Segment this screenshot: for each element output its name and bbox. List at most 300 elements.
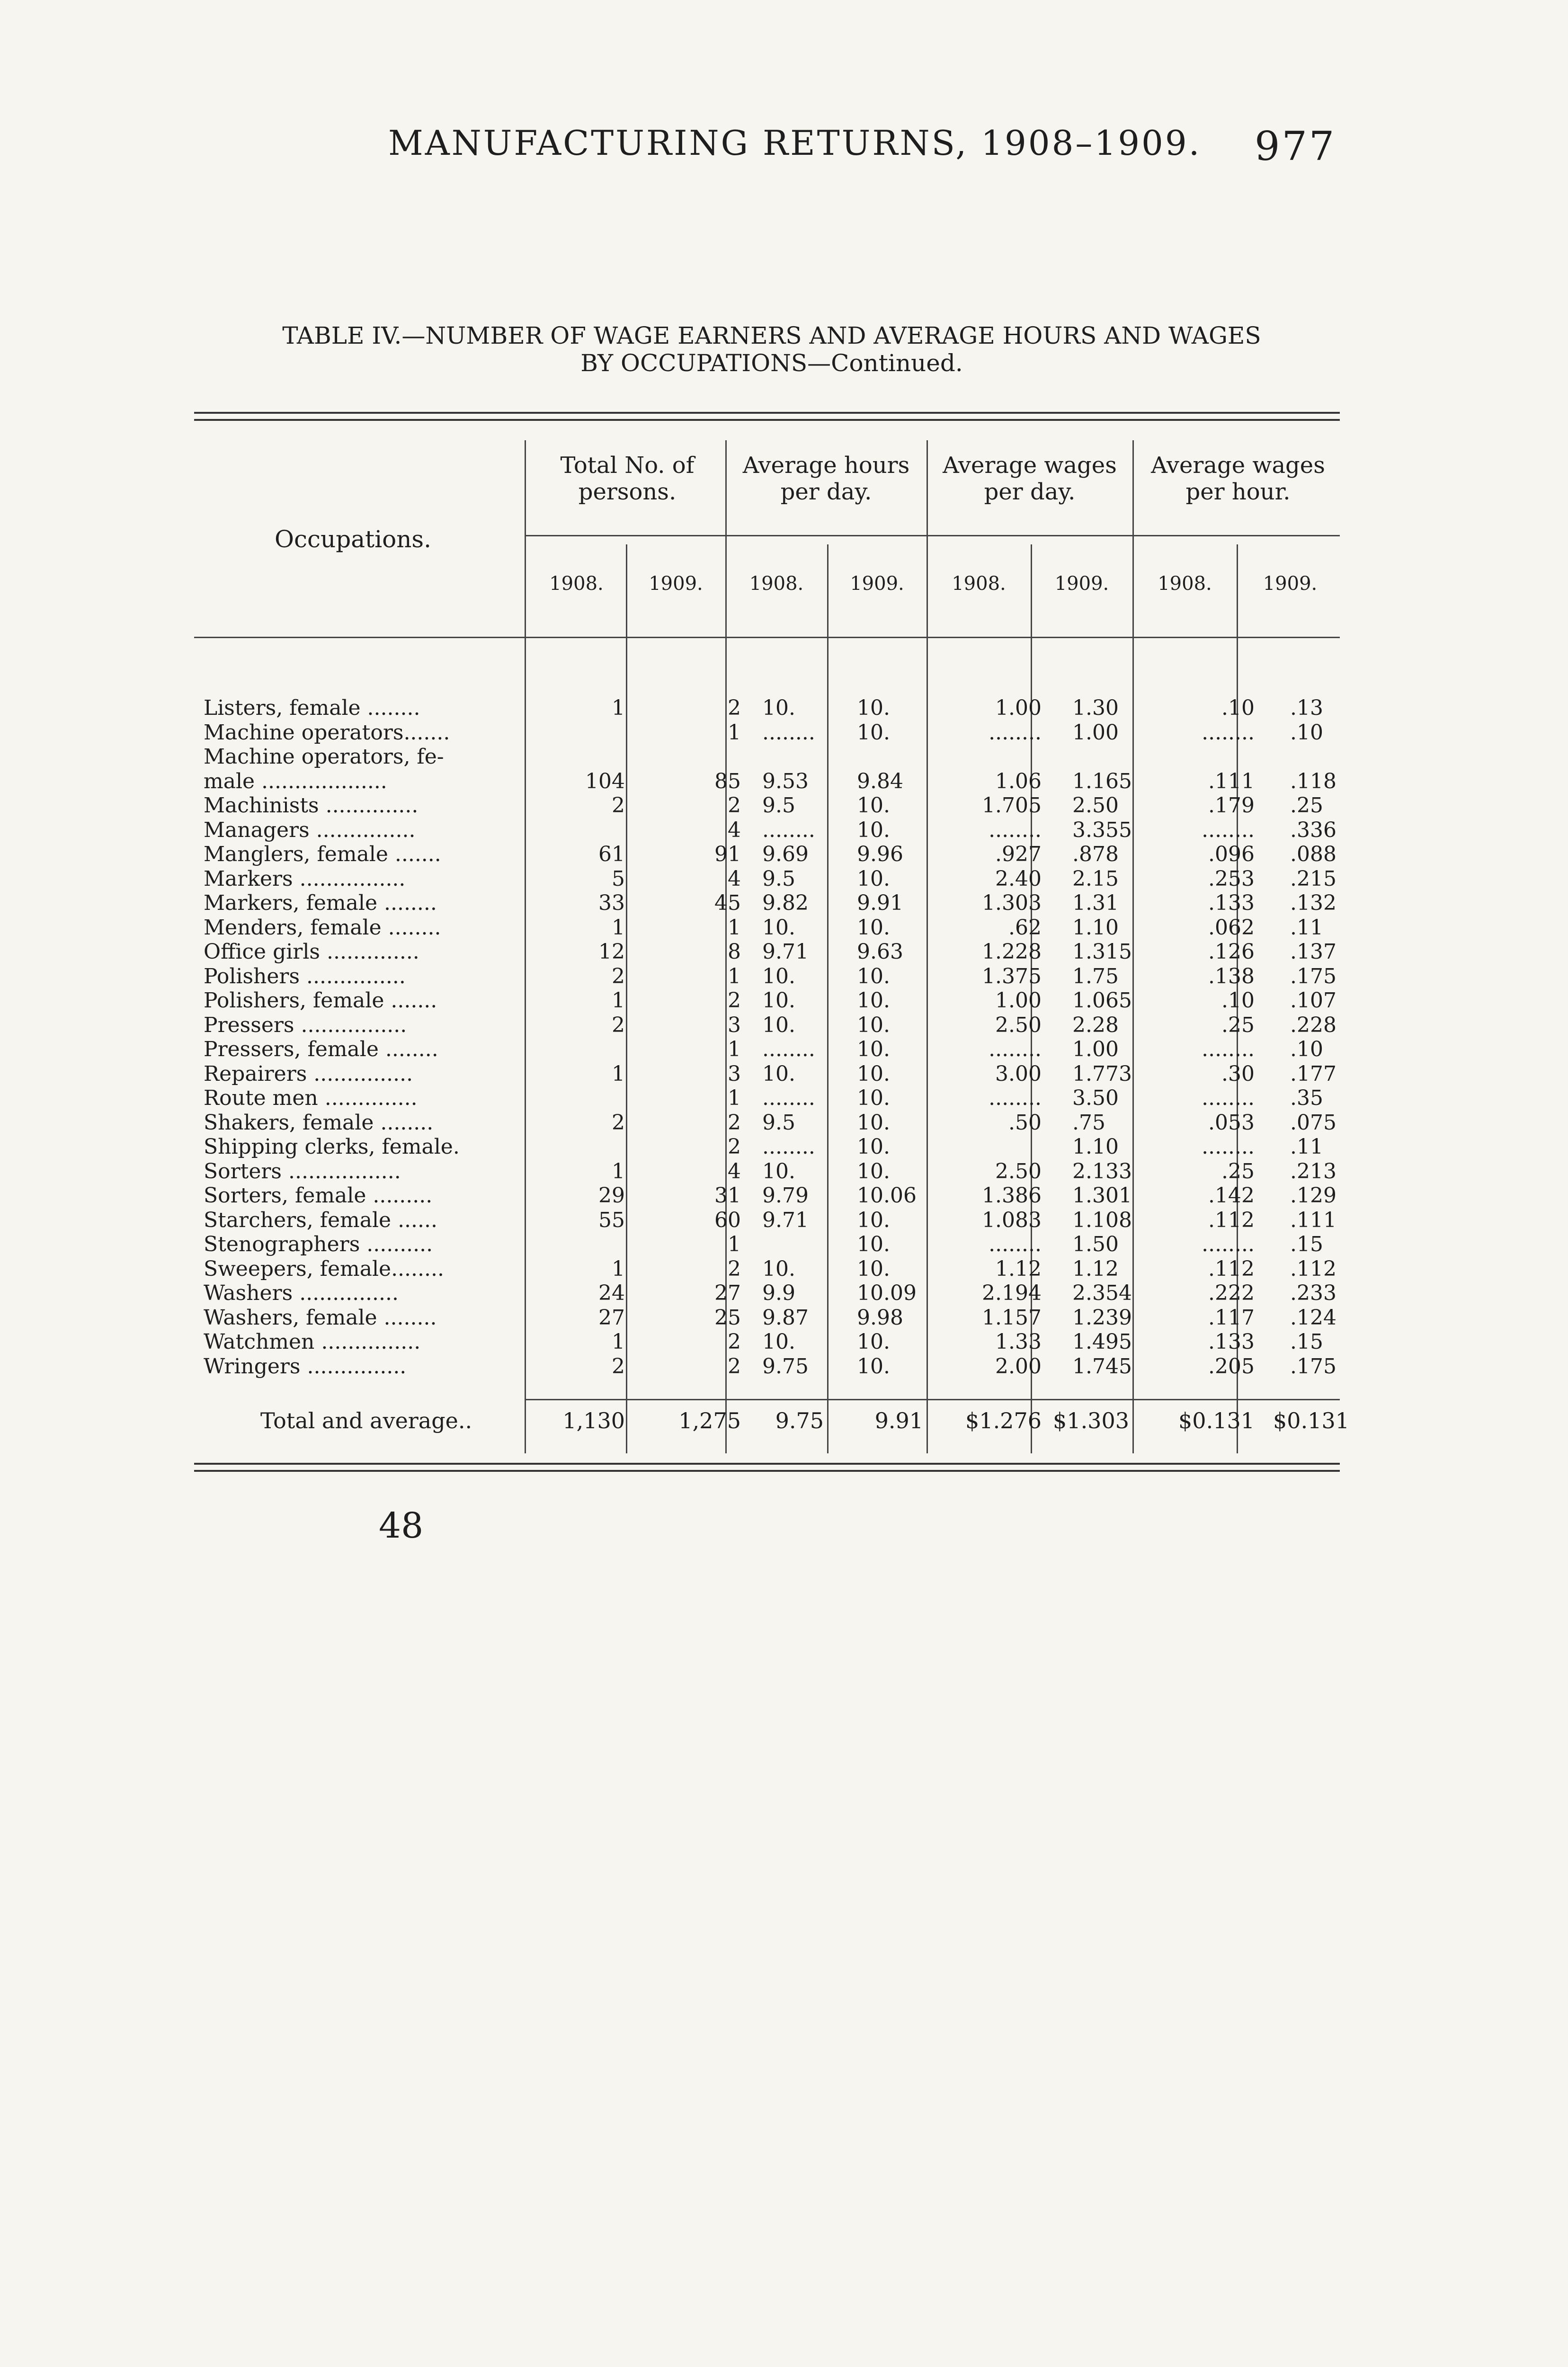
value-cell-p08: 29 [598, 1184, 625, 1208]
value-cell-d08: 1.00 [995, 696, 1042, 720]
value-cell-d09: 3.355 [1072, 818, 1132, 842]
value-cell-r08: .10 [1221, 988, 1255, 1013]
value-cell-p09: 85 [714, 769, 741, 793]
value-cell-d08: 2.194 [982, 1281, 1042, 1305]
occupation-cell: Listers, female ........ [204, 696, 420, 720]
running-title: MANUFACTURING RETURNS, 1908–1909. [388, 123, 1202, 163]
value-cell-p09: 25 [714, 1305, 741, 1330]
value-cell-h08: ........ [762, 818, 815, 842]
table-row [0, 1281, 1568, 1306]
value-cell-d09: 1.239 [1072, 1305, 1132, 1330]
value-cell-p08: 55 [598, 1208, 625, 1232]
table-row [0, 696, 1568, 721]
year-header: 1908. [952, 573, 1006, 595]
value-cell-d08: 2.00 [995, 1354, 1042, 1379]
value-cell-h09: 10. [857, 964, 890, 988]
value-cell-d08: 1.228 [982, 940, 1042, 964]
value-cell-p08: 2 [612, 1013, 625, 1037]
value-cell-r08: .112 [1208, 1256, 1255, 1281]
value-cell-h08: ........ [762, 720, 815, 745]
value-cell-d09: 1.00 [1072, 720, 1119, 745]
value-cell-r08: .30 [1221, 1061, 1255, 1086]
value-cell-p09: 2 [728, 1256, 741, 1281]
table-row [0, 1037, 1568, 1062]
value-cell-h08: 9.5 [762, 793, 795, 818]
value-cell-r09: .177 [1290, 1061, 1336, 1086]
table-row [0, 818, 1568, 843]
value-cell-d08: 1.33 [995, 1330, 1042, 1354]
value-cell-d08: .62 [1008, 915, 1042, 940]
top-rule-1 [194, 412, 1340, 414]
bottom-rule-2 [194, 1470, 1340, 1472]
total-wage-hour-1908: $0.131 [1178, 1408, 1255, 1433]
page-number: 977 [1255, 123, 1336, 169]
value-cell-h08: 10. [762, 1256, 795, 1281]
value-cell-h08: 10. [762, 988, 795, 1013]
value-cell-r09: .213 [1290, 1159, 1336, 1184]
value-cell-r08: .112 [1208, 1208, 1255, 1232]
value-cell-h08: 9.9 [762, 1281, 795, 1305]
value-cell-p08: 33 [598, 891, 625, 915]
occupation-cell: Washers ............... [204, 1281, 399, 1305]
total-top-rule [525, 1399, 1340, 1400]
page-marker: 48 [379, 1505, 424, 1546]
value-cell-r08: .111 [1208, 769, 1255, 793]
value-cell-p08: 2 [612, 793, 625, 818]
total-wage-day-1908: $1.276 [965, 1408, 1042, 1433]
value-cell-d09: 1.50 [1072, 1232, 1119, 1256]
occupation-cell: Markers ................ [204, 866, 406, 891]
value-cell-d09: 1.12 [1072, 1256, 1119, 1281]
total-hours-1908: 9.75 [775, 1408, 824, 1433]
value-cell-p09: 4 [728, 866, 741, 891]
value-cell-r08: .205 [1208, 1354, 1255, 1379]
value-cell-d08: 1.157 [982, 1305, 1042, 1330]
table-row [0, 1062, 1568, 1086]
value-cell-h08: 10. [762, 1061, 795, 1086]
value-cell-h08: 10. [762, 915, 795, 940]
value-cell-d09: 1.773 [1072, 1061, 1132, 1086]
value-cell-r08: ........ [1202, 1086, 1255, 1110]
value-cell-h08: 10. [762, 1159, 795, 1184]
value-cell-h09: 10. [857, 866, 890, 891]
value-cell-d09: .75 [1072, 1110, 1105, 1135]
value-cell-p09: 8 [728, 940, 741, 964]
value-cell-p08: 27 [598, 1305, 625, 1330]
value-cell-r09: .228 [1290, 1013, 1336, 1037]
value-cell-r08: .133 [1208, 891, 1255, 915]
table-row [0, 1330, 1568, 1354]
value-cell-p09: 27 [714, 1281, 741, 1305]
value-cell-p08: 61 [598, 842, 625, 866]
value-cell-h08: ........ [762, 1037, 815, 1061]
occupation-cell: Polishers, female ....... [204, 988, 437, 1013]
value-cell-r08: .138 [1208, 964, 1255, 988]
table-row [0, 1208, 1568, 1233]
value-cell-p09: 60 [714, 1208, 741, 1232]
value-cell-h08: 9.75 [762, 1354, 809, 1379]
value-cell-h08: 10. [762, 1330, 795, 1354]
value-cell-h09: 10. [857, 696, 890, 720]
value-cell-d08: 2.40 [995, 866, 1042, 891]
occupation-cell: Machine operators....... [204, 720, 450, 745]
table-row [0, 793, 1568, 818]
value-cell-d09: 2.133 [1072, 1159, 1132, 1184]
value-cell-r08: .133 [1208, 1330, 1255, 1354]
value-cell-r08: ........ [1202, 1232, 1255, 1256]
value-cell-h09: 10.06 [857, 1184, 917, 1208]
value-cell-r09: .112 [1290, 1256, 1336, 1281]
value-cell-h09: 10. [857, 720, 890, 745]
table-row [0, 1257, 1568, 1281]
value-cell-r09: .137 [1290, 940, 1336, 964]
value-cell-r09: .11 [1290, 915, 1323, 940]
total-hours-1909: 9.91 [874, 1408, 923, 1433]
value-cell-d09: 2.15 [1072, 866, 1119, 891]
value-cell-p08: 2 [612, 964, 625, 988]
value-cell-p09: 1 [728, 1086, 741, 1110]
table-row [0, 1086, 1568, 1111]
value-cell-h09: 9.84 [857, 769, 903, 793]
value-cell-d08: ........ [989, 1037, 1042, 1061]
total-wage-day-1909: $1.303 [1053, 1408, 1129, 1433]
value-cell-r09: .13 [1290, 696, 1323, 720]
value-cell-h09: 10. [857, 1208, 890, 1232]
value-cell-h08: ........ [762, 1086, 815, 1110]
table-row [0, 867, 1568, 891]
value-cell-p09: 1 [728, 1037, 741, 1061]
value-cell-p08: 1 [612, 696, 625, 720]
value-cell-d09: 1.315 [1072, 940, 1132, 964]
value-cell-p09: 2 [728, 696, 741, 720]
header-total-persons: Total No. of persons. [560, 452, 695, 505]
value-cell-p08: 1 [612, 1159, 625, 1184]
value-cell-d08: 2.50 [995, 1159, 1042, 1184]
value-cell-p08: 1 [612, 915, 625, 940]
top-rule-2 [194, 419, 1340, 421]
occupation-cell: Sorters, female ......... [204, 1184, 433, 1208]
value-cell-p08: 12 [598, 940, 625, 964]
value-cell-d08: ........ [989, 1232, 1042, 1256]
occupation-cell: Stenographers .......... [204, 1232, 433, 1256]
value-cell-h08: 9.79 [762, 1184, 809, 1208]
value-cell-p09: 2 [728, 793, 741, 818]
value-cell-d09: .878 [1072, 842, 1119, 866]
value-cell-r09: .107 [1290, 988, 1336, 1013]
total-wage-hour-1909: $0.131 [1273, 1408, 1349, 1433]
value-cell-d08: 1.06 [995, 769, 1042, 793]
value-cell-p08: 2 [612, 1110, 625, 1135]
value-cell-d08: 1.705 [982, 793, 1042, 818]
occupation-cell: Shipping clerks, female. [204, 1135, 460, 1159]
value-cell-p08: 1 [612, 1330, 625, 1354]
value-cell-h08: ........ [762, 1135, 815, 1159]
value-cell-p09: 3 [728, 1013, 741, 1037]
value-cell-r09: .10 [1290, 1037, 1323, 1061]
occupation-cell: Washers, female ........ [204, 1305, 437, 1330]
table-row [0, 842, 1568, 867]
value-cell-p09: 3 [728, 1061, 741, 1086]
value-cell-d08: ........ [989, 720, 1042, 745]
value-cell-d09: 1.495 [1072, 1330, 1132, 1354]
value-cell-r09: .233 [1290, 1281, 1336, 1305]
year-header: 1909. [1054, 573, 1109, 595]
total-persons-1908: 1,130 [562, 1408, 625, 1433]
occupation-cell: Markers, female ........ [204, 891, 437, 915]
value-cell-h09: 9.96 [857, 842, 903, 866]
value-cell-p09: 4 [728, 818, 741, 842]
occupation-cell: Pressers, female ........ [204, 1037, 438, 1061]
value-cell-h09: 10. [857, 1256, 890, 1281]
value-cell-p09: 91 [714, 842, 741, 866]
header-bottom-rule [194, 637, 1340, 638]
running-header [388, 123, 1382, 169]
value-cell-h08: 10. [762, 696, 795, 720]
value-cell-r09: .15 [1290, 1232, 1323, 1256]
table-row [0, 964, 1568, 989]
header-divider [526, 535, 1340, 536]
value-cell-p09: 2 [728, 988, 741, 1013]
value-cell-r08: ........ [1202, 1037, 1255, 1061]
value-cell-r09: .336 [1290, 818, 1336, 842]
value-cell-p08: 104 [585, 769, 625, 793]
value-cell-r09: .15 [1290, 1330, 1323, 1354]
value-cell-r09: .129 [1290, 1184, 1336, 1208]
occupation-cell: male ................... [204, 769, 387, 793]
value-cell-r09: .25 [1290, 793, 1323, 818]
occupation-cell: Repairers ............... [204, 1061, 413, 1086]
table-row [0, 1184, 1568, 1208]
occupations-header: Occupations. [275, 525, 431, 553]
total-label: Total and average.. [260, 1408, 472, 1433]
table-row [0, 769, 1568, 794]
value-cell-r08: .253 [1208, 866, 1255, 891]
value-cell-h08: 9.71 [762, 940, 809, 964]
header-average-hours: Average hours per day. [742, 452, 910, 505]
value-cell-p09: 2 [728, 1354, 741, 1379]
value-cell-p09: 2 [728, 1110, 741, 1135]
header-average-wages-day: Average wages per day. [943, 452, 1117, 505]
value-cell-r08: .179 [1208, 793, 1255, 818]
value-cell-r08: .142 [1208, 1184, 1255, 1208]
value-cell-d09: 2.354 [1072, 1281, 1132, 1305]
value-cell-d08: 1.083 [982, 1208, 1042, 1232]
value-cell-r09: .075 [1290, 1110, 1336, 1135]
value-cell-p08: 5 [612, 866, 625, 891]
value-cell-p09: 45 [714, 891, 741, 915]
table-row [0, 1354, 1568, 1379]
header-average-wages-hour: Average wages per hour. [1151, 452, 1325, 505]
value-cell-h08: 10. [762, 1013, 795, 1037]
table-row [0, 891, 1568, 916]
value-cell-r09: .11 [1290, 1135, 1323, 1159]
value-cell-d09: 1.301 [1072, 1184, 1132, 1208]
value-cell-r08: .096 [1208, 842, 1255, 866]
value-cell-h09: 10. [857, 1135, 890, 1159]
value-cell-r09: .124 [1290, 1305, 1336, 1330]
table-title-line-2: BY OCCUPATIONS—Continued. [580, 349, 963, 377]
value-cell-r08: ........ [1202, 720, 1255, 745]
table-row [0, 1159, 1568, 1184]
value-cell-r08: .117 [1208, 1305, 1255, 1330]
value-cell-p09: 2 [728, 1330, 741, 1354]
value-cell-h08: 9.5 [762, 866, 795, 891]
table-row [0, 940, 1568, 964]
value-cell-r09: .175 [1290, 964, 1336, 988]
value-cell-d08: 1.375 [982, 964, 1042, 988]
occupation-cell: Machinists .............. [204, 793, 419, 818]
table-row [0, 916, 1568, 940]
year-header: 1909. [649, 573, 703, 595]
value-cell-d09: 1.065 [1072, 988, 1132, 1013]
table-row [0, 1111, 1568, 1135]
occupation-cell: Wringers ............... [204, 1354, 407, 1379]
value-cell-p08: 1 [612, 1061, 625, 1086]
value-cell-r08: .25 [1221, 1159, 1255, 1184]
table-title-line-1: TABLE IV.—NUMBER OF WAGE EARNERS AND AVERAGE HOURS AND WAGES [282, 322, 1261, 349]
value-cell-h09: 10. [857, 1013, 890, 1037]
year-header: 1908. [549, 573, 604, 595]
value-cell-h09: 10. [857, 915, 890, 940]
value-cell-h09: 10. [857, 1086, 890, 1110]
value-cell-d08: 1.00 [995, 988, 1042, 1013]
occupation-cell: Sweepers, female........ [204, 1256, 444, 1281]
value-cell-h09: 10. [857, 793, 890, 818]
value-cell-h09: 9.91 [857, 891, 903, 915]
value-cell-h08: 9.5 [762, 1110, 795, 1135]
value-cell-r09: .118 [1290, 769, 1336, 793]
value-cell-d09: 2.50 [1072, 793, 1119, 818]
occupation-cell: Menders, female ........ [204, 915, 441, 940]
value-cell-d08: 1.12 [995, 1256, 1042, 1281]
value-cell-r08: .222 [1208, 1281, 1255, 1305]
value-cell-d08: 3.00 [995, 1061, 1042, 1086]
value-cell-h08: 9.71 [762, 1208, 809, 1232]
occupation-cell: Starchers, female ...... [204, 1208, 437, 1232]
occupation-cell: Pressers ................ [204, 1013, 407, 1037]
value-cell-r09: .10 [1290, 720, 1323, 745]
value-cell-r08: ........ [1202, 1135, 1255, 1159]
value-cell-h09: 10.09 [857, 1281, 917, 1305]
value-cell-r08: .062 [1208, 915, 1255, 940]
value-cell-d09: 1.108 [1072, 1208, 1132, 1232]
table-row [0, 1306, 1568, 1330]
value-cell-r08: .126 [1208, 940, 1255, 964]
value-cell-h09: 10. [857, 1330, 890, 1354]
value-cell-d09: 1.10 [1072, 915, 1119, 940]
value-cell-d09: 1.00 [1072, 1037, 1119, 1061]
value-cell-p09: 1 [728, 1232, 741, 1256]
value-cell-r09: .088 [1290, 842, 1336, 866]
value-cell-h09: 10. [857, 818, 890, 842]
value-cell-p09: 31 [714, 1184, 741, 1208]
table-row [0, 988, 1568, 1013]
value-cell-d08: 1.386 [982, 1184, 1042, 1208]
value-cell-p09: 4 [728, 1159, 741, 1184]
occupation-cell: Watchmen ............... [204, 1330, 421, 1354]
table-row [0, 1232, 1568, 1257]
table-row [0, 1135, 1568, 1159]
occupation-cell: Manglers, female ....... [204, 842, 441, 866]
value-cell-h09: 9.63 [857, 940, 903, 964]
value-cell-d09: 1.31 [1072, 891, 1119, 915]
value-cell-p08: 24 [598, 1281, 625, 1305]
value-cell-h09: 10. [857, 1110, 890, 1135]
value-cell-p08: 2 [612, 1354, 625, 1379]
value-cell-p08: 1 [612, 1256, 625, 1281]
value-cell-p09: 1 [728, 915, 741, 940]
value-cell-p09: 1 [728, 720, 741, 745]
value-cell-d08: ........ [989, 1086, 1042, 1110]
value-cell-d09: 2.28 [1072, 1013, 1119, 1037]
value-cell-p09: 2 [728, 1135, 741, 1159]
value-cell-h09: 9.98 [857, 1305, 903, 1330]
value-cell-r08: .25 [1221, 1013, 1255, 1037]
value-cell-r09: .215 [1290, 866, 1336, 891]
value-cell-h09: 10. [857, 988, 890, 1013]
value-cell-h08: 9.53 [762, 769, 809, 793]
table-title [189, 322, 1354, 377]
value-cell-d09: 1.30 [1072, 696, 1119, 720]
value-cell-d08: .927 [995, 842, 1042, 866]
value-cell-d09: 3.50 [1072, 1086, 1119, 1110]
value-cell-r09: .111 [1290, 1208, 1336, 1232]
value-cell-d09: 1.165 [1072, 769, 1132, 793]
value-cell-r08: .10 [1221, 696, 1255, 720]
year-header: 1908. [1158, 573, 1212, 595]
value-cell-h09: 10. [857, 1159, 890, 1184]
table-row [0, 1013, 1568, 1038]
value-cell-h08: 9.82 [762, 891, 809, 915]
occupation-cell: Shakers, female ........ [204, 1110, 434, 1135]
value-cell-d08: 2.50 [995, 1013, 1042, 1037]
value-cell-r09: .132 [1290, 891, 1336, 915]
year-header: 1909. [1263, 573, 1318, 595]
total-row [0, 1408, 1568, 1433]
value-cell-d09: 1.75 [1072, 964, 1119, 988]
value-cell-h09: 10. [857, 1354, 890, 1379]
value-cell-r09: .175 [1290, 1354, 1336, 1379]
table-row [0, 721, 1568, 745]
value-cell-d08: ........ [989, 818, 1042, 842]
occupation-cell: Office girls .............. [204, 940, 419, 964]
value-cell-h09: 10. [857, 1061, 890, 1086]
value-cell-d09: 1.10 [1072, 1135, 1119, 1159]
occupation-cell: Machine operators, fe- [204, 745, 444, 769]
occupation-cell: Sorters ................. [204, 1159, 401, 1184]
year-header: 1909. [850, 573, 904, 595]
occupation-cell: Managers ............... [204, 818, 416, 842]
bottom-rule-1 [194, 1463, 1340, 1465]
value-cell-h08: 9.87 [762, 1305, 809, 1330]
total-persons-1909: 1,275 [678, 1408, 741, 1433]
value-cell-d08: 1.303 [982, 891, 1042, 915]
value-cell-h09: 10. [857, 1232, 890, 1256]
value-cell-r08: ........ [1202, 818, 1255, 842]
value-cell-h08: 10. [762, 964, 795, 988]
value-cell-h08: 9.69 [762, 842, 809, 866]
value-cell-p08: 1 [612, 988, 625, 1013]
value-cell-r09: .35 [1290, 1086, 1323, 1110]
value-cell-h09: 10. [857, 1037, 890, 1061]
value-cell-d09: 1.745 [1072, 1354, 1132, 1379]
table-row [0, 745, 1568, 769]
year-header: 1908. [749, 573, 804, 595]
value-cell-r08: .053 [1208, 1110, 1255, 1135]
occupation-cell: Route men .............. [204, 1086, 418, 1110]
value-cell-p09: 1 [728, 964, 741, 988]
value-cell-d08: .50 [1008, 1110, 1042, 1135]
